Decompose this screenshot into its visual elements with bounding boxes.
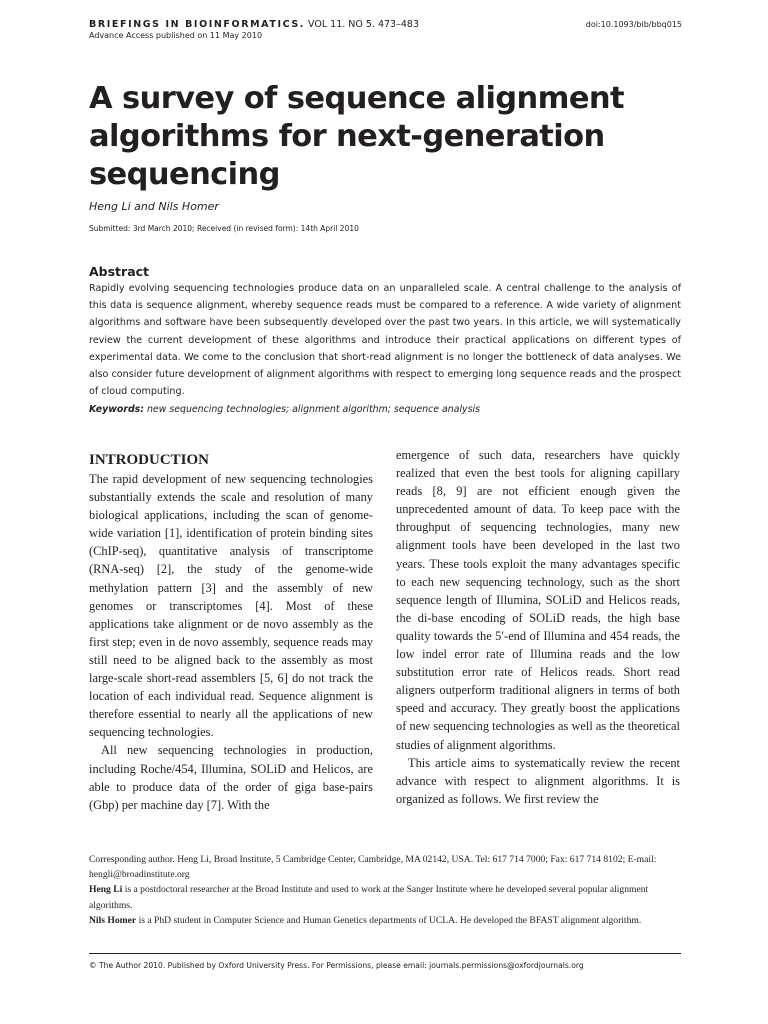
- journal-volume: VOL 11. NO 5. 473–483: [308, 19, 419, 30]
- advance-access-line: Advance Access published on 11 May 2010: [89, 31, 263, 40]
- intro-paragraph-1: The rapid development of new sequencing technologies substantially extends the scale and resolution of many biological applications, including the scan of genome-wide variation [1], identification of protein binding sites (ChIP-seq), quantitative analysis of transcriptome (RNA-seq) [2], the study of the genome-wide methylation pattern [3] and the assembly of new genomes or transcriptomes [4]. Most of these applications take alignment or de novo assembly as the first step; even in de novo assembly, sequence reads may still need to be aligned back to the assembly as most large-scale short-read assemblers [5, 6] do not track the location of each individual read. Sequence alignment is therefore essential to nearly all the applications of new sequencing technologies.: [89, 472, 373, 740]
- copyright-notice: © The Author 2010. Published by Oxford University Press. For Permissions, please email: journals.permissions@oxfordjournals.org: [89, 961, 584, 970]
- author-bio-2-text: is a PhD student in Computer Science and Human Genetics departments of UCLA. He developed the BFAST alignment algorithm.: [136, 914, 642, 926]
- article-authors: Heng Li and Nils Homer: [89, 200, 219, 213]
- journal-header: [89, 18, 419, 31]
- introduction-heading: INTRODUCTION: [89, 452, 210, 468]
- doi: doi:10.1093/bib/bbq015: [585, 20, 682, 29]
- intro-paragraph-3: emergence of such data, researchers have quickly realized that even the best tools for aligning capillary reads [8, 9] are not efficient enough given the unprecedented amount of data. To keep pace with the throughput of sequencing technologies, many new alignment tools have been developed in the last two years. These tools exploit the many advantages specific to each new sequencing technology, such as the short sequence length of Illumina, SOLiD and Helicos reads, the di-base encoding of SOLiD reads, the high base quality towards the 5′-end of Illumina and 454 reads, the low indel error rate of Illumina reads and the low substitution error rate of Helicos reads. Short read aligners outperform traditional aligners in terms of both speed and accuracy. They greatly boost the applications of new sequencing technologies as well as the theoretical studies of alignment algorithms.: [396, 448, 680, 752]
- intro-paragraph-4: This article aims to systematically review the recent advance with respect to alignment algorithms. It is organized as follows. We first review the: [396, 755, 680, 806]
- keywords-line: [89, 404, 689, 415]
- keywords-list: new sequencing technologies; alignment algorithm; sequence analysis: [146, 404, 480, 415]
- keywords-label: Keywords:: [89, 404, 144, 415]
- right-column: [396, 446, 680, 808]
- author-bio-2-name: Nils Homer: [89, 914, 137, 926]
- author-bio-2: [89, 913, 689, 928]
- author-bio-1-text: is a postdoctoral researcher at the Broad Institute and used to work at the Sanger Institute where he developed several popular alignment algorithms.: [89, 884, 649, 911]
- submission-dates: Submitted: 3rd March 2010; Received (in revised form): 14th April 2010: [89, 224, 359, 233]
- left-column: [89, 446, 373, 814]
- abstract-heading: Abstract: [89, 264, 150, 279]
- copyright-divider: [89, 953, 681, 954]
- intro-paragraph-2: All new sequencing technologies in production, including Roche/454, Illumina, SOLiD and Helicos, are able to produce data of the order of giga base-pairs (Gbp) per machine day [7]. With the: [89, 743, 373, 812]
- author-bio-1-name: Heng Li: [89, 884, 123, 896]
- footnotes: [89, 852, 689, 928]
- journal-name: BRIEFINGS IN BIOINFORMATICS.: [89, 19, 305, 30]
- abstract-body: Rapidly evolving sequencing technologies produce data on an unparalleled scale. A central challenge to the analysis of this data is sequence alignment, whereby sequence reads must be compared to a reference. A wide variety of alignment algorithms and software have been subsequently developed over the past two years. In this article, we will systematically review the current development of these algorithms and introduce their practical applications on different types of experimental data. We come to the conclusion that short-read alignment is no longer the bottleneck of data analyses. We also consider future development of alignment algorithms with respect to emerging long sequence reads and the prospect of cloud computing.: [89, 283, 681, 398]
- corresponding-author-note: Corresponding author. Heng Li, Broad Institute, 5 Cambridge Center, Cambridge, MA 02142, USA. Tel: 617 714 7000; Fax: 617 714 8102; E-mail: hengli@broadinstitute.org: [89, 854, 657, 881]
- article-title: A survey of sequence alignment algorithms for next-generation sequencing: [89, 81, 625, 192]
- author-bio-1: [89, 882, 689, 912]
